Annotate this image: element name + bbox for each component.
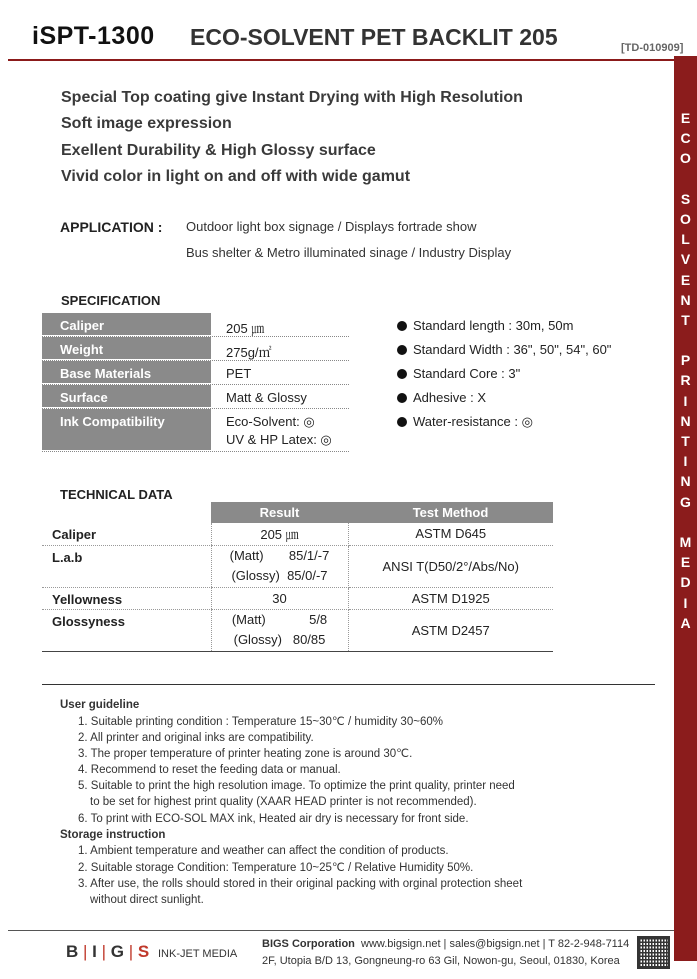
tech-result [211,609,348,651]
side-letter: C [680,130,691,147]
spec-value-line: Eco-Solvent: ◎ [226,414,315,429]
tech-result-line: (Matt) 5/8 [231,612,328,627]
spec-key: Base Materials [42,361,211,384]
side-letter: S [680,190,691,207]
side-letter: G [680,493,691,510]
guideline-item: 3. The proper temperature of printer heating zone is around 30℃. [78,747,413,760]
tech-result-line: (Glossy) 80/85 [233,632,326,647]
model-number: iSPT-1300 [32,22,155,50]
tech-result [211,545,348,587]
side-letter [674,169,697,189]
company-address: 2F, Utopia B/D 13, Gongneung-ro 63 Gil, Nowon-gu, Seoul, 01830, Korea [262,955,620,967]
side-letter: D [680,574,691,591]
bullet-icon [397,345,407,355]
table-row [42,587,553,609]
spec-value-line: UV & HP Latex: ◎ [226,432,332,447]
guideline-item: 4. Recommend to reset the feeding data or manual. [78,764,341,777]
contact-info: www.bigsign.net | sales@bigsign.net | T 82-2-948-7114 [361,938,630,950]
spec-key: Caliper [42,313,211,336]
spec-bullet [397,390,611,414]
storage-title: Storage instruction [60,828,166,841]
spec-value [211,409,349,451]
document-code: [TD-010909] [621,42,684,54]
storage-item: without direct sunlight. [90,893,204,906]
spec-key: Surface [42,385,211,408]
specification-title: SPECIFICATION [61,293,161,308]
footer-divider [8,930,674,931]
guideline-item: 1. Suitable printing condition : Temperature 15~30℃ / humidity 30~60% [78,715,443,728]
spec-value: 275g/㎡ [226,345,272,360]
tech-key: L.a.b [42,545,211,587]
logo-subtitle: INK-JET MEDIA [158,948,238,960]
spec-row [42,337,349,361]
spec-bullet [397,318,611,342]
feature-item: Vivid color in light on and off with wide gamut [61,167,411,185]
side-letter: N [680,412,691,429]
tech-method: ASTM D645 [348,523,553,545]
side-letter: M [679,533,692,550]
spec-bullet [397,342,611,366]
guideline-item: 2. All printer and original inks are compatibility. [78,731,314,744]
header [0,0,697,62]
guideline-item: 5. Suitable to print the high resolution image. To optimize the print quality, printer need [78,780,515,793]
spec-row [42,385,349,409]
tech-key: Glossyness [42,609,211,651]
logo-separator: | [83,942,88,961]
company-name: BIGS Corporation [262,938,355,950]
side-letter: I [683,453,688,470]
storage-item: 3. After use, the rolls should stored in their original packing with orginal protection sheet [78,877,523,890]
spec-value: Matt & Glossy [226,390,307,405]
table-row [42,545,553,587]
technical-title: TECHNICAL DATA [60,487,173,502]
side-category-label [674,108,697,633]
section-divider [42,684,655,685]
spec-value: 205 ㎛ [226,321,265,336]
bullet-icon [397,417,407,427]
side-category-bar [674,56,697,961]
side-letter: O [680,210,691,227]
application-label: APPLICATION : [60,219,163,235]
spec-key: Weight [42,337,211,360]
table-header-result: Result [211,502,348,523]
company-logo [66,942,237,962]
tech-result-line: (Glossy) 85/0/-7 [231,568,328,583]
tech-method: ASTM D1925 [348,587,553,609]
logo-separator: | [128,942,134,961]
bullet-text: Standard Core : 3" [413,366,521,381]
spec-row [42,313,349,337]
table-header-row [42,502,553,523]
guideline-section [60,697,660,908]
spec-row [42,409,349,452]
bullet-text: Water-resistance : ◎ [413,414,533,429]
logo-letter: S [137,942,150,961]
spec-value: PET [226,366,252,381]
bullet-icon [397,393,407,403]
side-letter: V [680,251,691,268]
bullet-icon [397,321,407,331]
side-letter: T [681,311,690,328]
logo-letter: G [110,942,125,961]
side-letter [674,512,697,532]
spec-bullet-list [397,318,611,438]
side-letter: E [680,110,691,126]
bullet-text: Adhesive : X [413,390,486,405]
tech-method: ANSI T(D50/2°/Abs/No) [348,545,553,587]
application-line: Bus shelter & Metro illuminated sinage / Industry Display [186,245,512,260]
side-letter: T [681,433,690,449]
side-letter: R [680,372,691,389]
technical-table [42,502,553,652]
spec-bullet [397,414,611,438]
bullet-text: Standard Width : 36", 50", 54", 60" [413,342,612,357]
header-divider [8,59,674,61]
bullet-icon [397,369,407,379]
user-guideline-title: User guideline [60,699,140,711]
feature-item: Soft image expression [61,115,232,133]
tech-key: Yellowness [42,587,211,609]
side-letter: O [680,150,691,167]
company-contact [262,938,629,950]
table-header-blank [42,502,211,523]
tech-result: 30 [211,587,348,609]
side-letter: A [680,614,691,631]
side-letter: E [680,271,691,288]
logo-letter: B [66,942,79,961]
side-letter: L [681,231,690,248]
spec-key: Ink Compatibility [42,409,211,451]
feature-item: Exellent Durability & High Glossy surface [61,141,376,159]
logo-separator: | [101,942,107,961]
feature-list [61,88,523,193]
application-line: Outdoor light box signage / Displays fortrade show [186,219,477,234]
tech-key: Caliper [42,523,211,545]
product-title: ECO-SOLVENT PET BACKLIT 205 [190,24,558,50]
logo-letter: I [92,942,97,961]
side-letter: I [683,392,688,409]
spec-bullet [397,366,611,390]
table-row [42,609,553,651]
guideline-item: 6. To print with ECO-SOL MAX ink, Heated air dry is necessary for front side. [78,812,469,825]
tech-result-line: (Matt) 85/1/-7 [229,548,330,563]
feature-item: Special Top coating give Instant Drying with High Resolution [61,89,523,106]
bullet-text: Standard length : 30m, 50m [413,318,574,333]
tech-result: 205 ㎛ [211,523,348,545]
table-row [42,523,553,545]
side-letter: N [680,291,691,308]
side-letter: I [683,594,688,611]
side-letter: P [680,352,691,369]
side-letter: E [680,554,691,571]
side-letter [674,330,697,350]
storage-item: 1. Ambient temperature and weather can affect the condition of products. [78,845,449,858]
qr-code-icon [637,936,670,969]
spec-row [42,361,349,385]
tech-method: ASTM D2457 [348,609,553,651]
table-header-method: Test Method [348,502,553,523]
side-letter: N [680,473,691,490]
guideline-item: to be set for highest print quality (XAAR HEAD printer is not recommended). [90,796,477,809]
storage-item: 2. Suitable storage Condition: Temperature 10~25℃ / Relative Humidity 50%. [78,861,474,874]
specification-table [42,313,349,452]
